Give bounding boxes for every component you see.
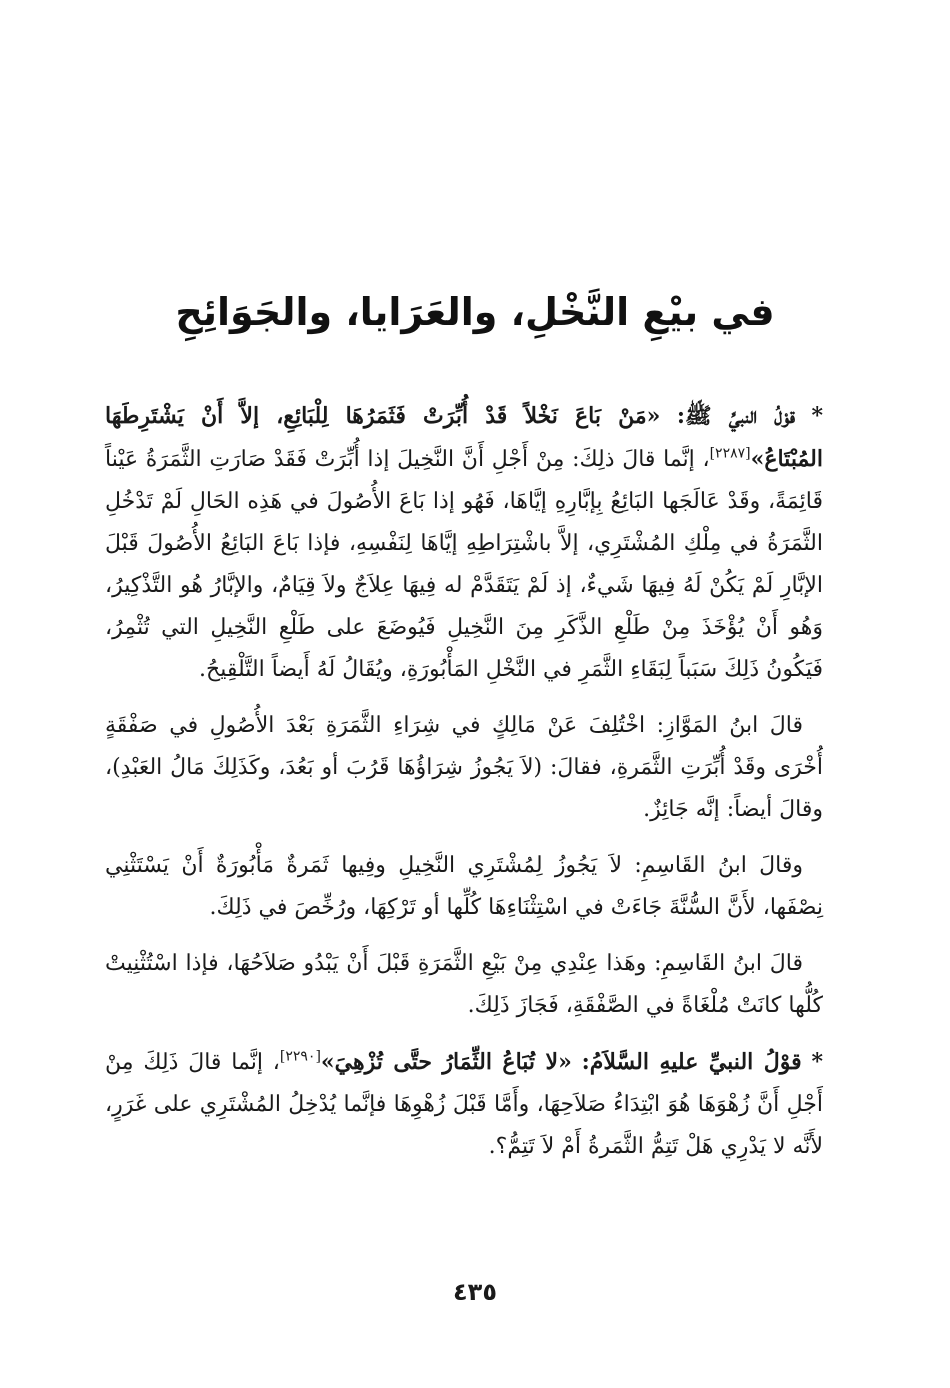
hadith-quote: «مَنْ بَاعَ نَخْلاً قَدْ أُبِّرَتْ فَثَمَرُهَا لِلْبَائِعِ، إلاَّ أَنْ يَشْتَرِطَهَا المُبْتَاعُ» <box>105 403 823 472</box>
paragraph-text: قالَ ابنُ القَاسِمِ: وهَذا عِنْدِي مِنْ بَيْعِ الثَّمَرَةِ قَبْلَ أَنْ يَبْدُو صَلاَحُهَا، فإذا اسْتُثْنِيتْ كُلُّها كانَتْ مُلْغَاةً في الصَّفْقَةِ، فَجَازَ ذَلِكَ. <box>105 951 823 1018</box>
chapter-title: في بيْعِ النَّخْلِ، والعَرَايا، والجَوَائِحِ <box>175 290 775 334</box>
paragraph-4 <box>105 943 823 1027</box>
page-number: ٤٣٥ <box>453 1278 497 1306</box>
body-text <box>105 395 823 1182</box>
hadith-reference: [٢٢٨٧] <box>709 445 751 462</box>
star-marker: * <box>811 403 823 429</box>
paragraph-lead: قوْلُ النبيِّ ﷺ: <box>676 403 796 429</box>
paragraph-lead: قوْلُ النبيِّ عليهِ السَّلاَمُ: <box>581 1049 802 1075</box>
star-marker: * <box>811 1049 823 1075</box>
paragraph-3 <box>105 845 823 929</box>
paragraph-text: قالَ ابنُ المَوَّازِ: اخْتُلِفَ عَنْ مَالِكٍ في شِرَاءِ الثَّمَرَةِ بَعْدَ الأُصُولِ في صَفْقَةٍ أُخْرَى وقَدْ أُبِّرَتِ الثَّمَرةِ، فقالَ: (لاَ يَجُوزُ شِرَاؤُهَا قَرُبَ أو بَعُدَ، وكَذَلِكَ مَالُ العَبْدِ)، وقالَ أيضاً: إنَّه جَائِزٌ. <box>105 713 823 822</box>
paragraph-text: ، إنَّما قالَ ذلِكَ: مِنْ أَجْلِ أَنَّ النَّخِيلَ إذا أُبِّرَتْ فَقَدْ صَارَتِ الثَّمَرَةُ عَيْناً قَائِمَةً، وقَدْ عَالَجَها البَائِعُ بِإبَّارِهِ إيَّاهَا، فَهُو إذا بَاعَ الأُصُولَ في هَذِه الحَالِ لَمْ تَدْخُلِ الثَّمَرَةُ في مِلْكِ المُشْتَرِي، إلاَّ باشْتِرَاطِهِ إيَّاهَا لِنَفْسِهِ، فإذا بَاعَ البَائِعُ الأُصُولَ قَبْلَ الإبَّارِ لَمْ يَكُنْ لَهُ فِيهَا شَيءٌ، إذ لَمْ يَتَقَدَّمْ له فِيهَا عِلاَجٌ ولاَ قِيَامٌ، والإبَّارُ هُو التَّذْكِيرُ، وَهُو أَنْ يُؤْخَذَ مِنْ طَلْعِ الذَّكَرِ مِنَ النَّخِيلِ فَيُوضَعَ على طَلْعِ النَّخِيلِ التي تُثْمِرُ، فَيَكُونُ ذَلِكَ سَبَباً لِبَقَاءِ الثَّمَرِ في النَّخْلِ المَأْبُورَةِ، ويُقَالُ لَهُ أَيضاً التَّلْقِيحُ. <box>105 447 823 682</box>
paragraph-text: وقالَ ابنُ القَاسِمِ: لاَ يَجُوزُ لِمُشْتَرِي النَّخِيلِ وفِيها ثَمَرةٌ مَأْبُورَةٌ أَنْ يَسْتَثْنِي نِصْفَها، لأَنَّ السُّنَّةَ جَاءَتْ في اسْتِثْنَاءِهَا كُلِّها أو تَرْكِهَا، ورُخِّصَ في ذَلِكَ. <box>105 853 823 920</box>
paragraph-2 <box>105 705 823 831</box>
paragraph-text: ، إنَّما قالَ ذَلِكَ مِنْ أَجْلِ أَنَّ زُهْوَهَا هُوَ ابْتِدَاءُ صَلاَحِهَا، وأَمَّا قَبْلَ زُهْوِهَا فإنَّما يُدْخِلُ المُشْتَرِي على غَرَرٍ، لأَنَّه لا يَدْرِي هَلْ تَتِمُّ الثَّمَرةُ أَمْ لاَ تَتِمُّ؟. <box>105 1050 823 1159</box>
hadith-reference: [٢٢٩٠] <box>279 1048 321 1065</box>
paragraph-5 <box>105 1041 823 1168</box>
hadith-quote: «لا تُبَاعُ الثِّمَارُ حتَّى تُزْهِيَ» <box>320 1049 572 1075</box>
paragraph-1 <box>105 395 823 691</box>
